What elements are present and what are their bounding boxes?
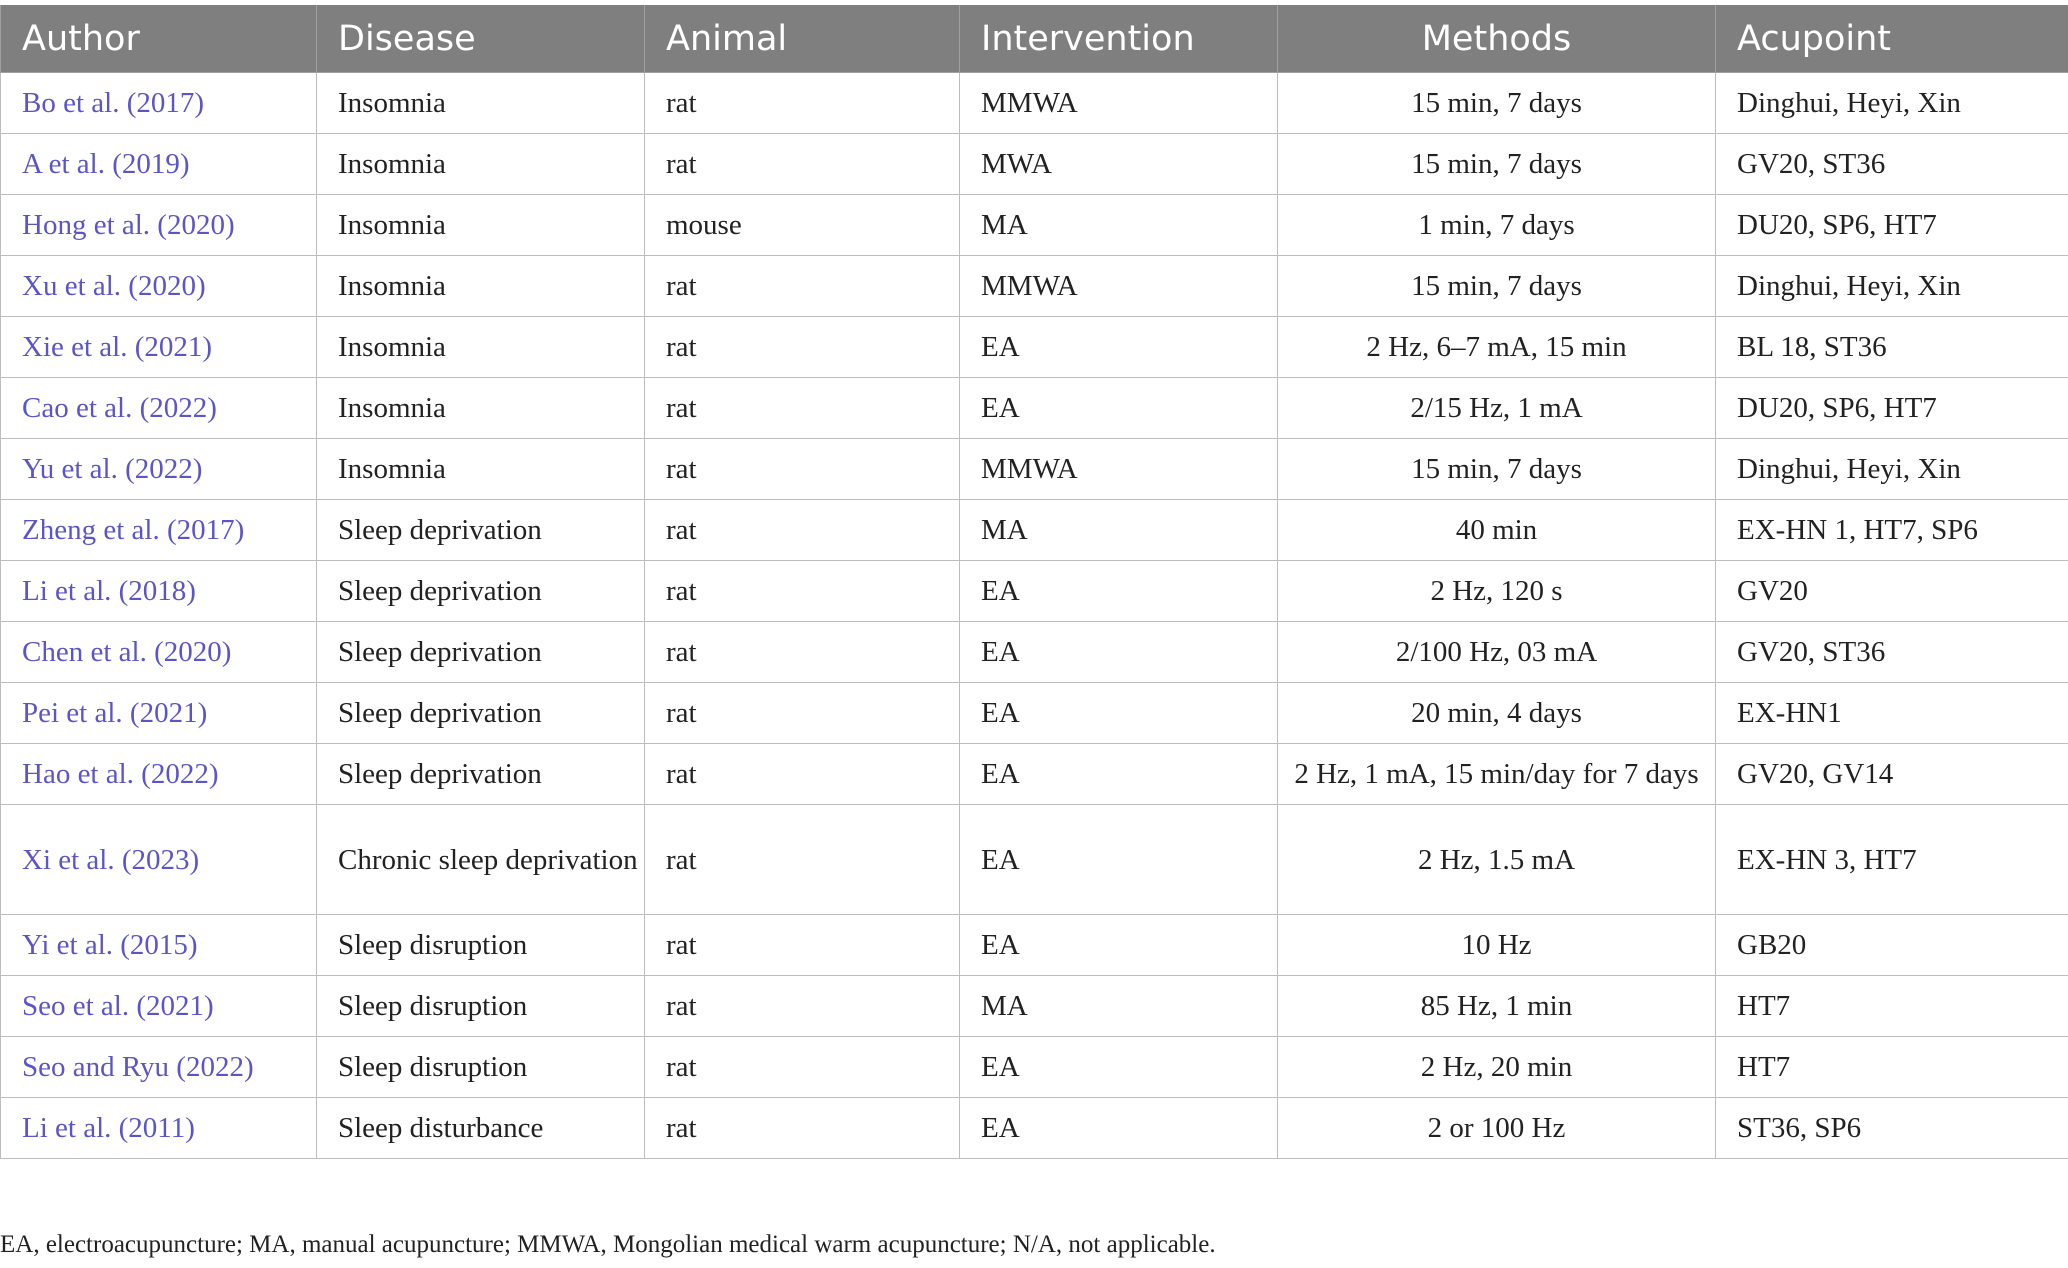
cell-author[interactable]: Li et al. (2011) <box>1 1098 317 1159</box>
cell-acupoint: Dinghui, Heyi, Xin <box>1716 256 2068 317</box>
cell-methods: 15 min, 7 days <box>1278 256 1716 317</box>
cell-author[interactable]: Pei et al. (2021) <box>1 683 317 744</box>
column-header-animal: Animal <box>645 5 960 73</box>
table-row <box>1 256 2068 317</box>
cell-disease: Sleep disruption <box>317 1037 645 1098</box>
column-header-intervention: Intervention <box>960 5 1278 73</box>
table-row <box>1 195 2068 256</box>
cell-disease: Insomnia <box>317 256 645 317</box>
cell-animal: rat <box>645 134 960 195</box>
cell-animal: rat <box>645 805 960 915</box>
cell-animal: rat <box>645 683 960 744</box>
cell-author[interactable]: Xu et al. (2020) <box>1 256 317 317</box>
cell-methods: 40 min <box>1278 500 1716 561</box>
cell-intervention: EA <box>960 744 1278 805</box>
cell-methods: 2/100 Hz, 03 mA <box>1278 622 1716 683</box>
cell-methods: 15 min, 7 days <box>1278 73 1716 134</box>
cell-acupoint: Dinghui, Heyi, Xin <box>1716 439 2068 500</box>
table-row <box>1 976 2068 1037</box>
cell-animal: rat <box>645 73 960 134</box>
cell-animal: rat <box>645 378 960 439</box>
table-row <box>1 805 2068 915</box>
table-footnote: EA, electroacupuncture; MA, manual acupuncture; MMWA, Mongolian medical warm acupuncture; N/A, not applicable. <box>0 1231 1216 1258</box>
cell-author[interactable]: A et al. (2019) <box>1 134 317 195</box>
cell-disease: Insomnia <box>317 317 645 378</box>
cell-intervention: EA <box>960 683 1278 744</box>
cell-author[interactable]: Li et al. (2018) <box>1 561 317 622</box>
cell-disease: Sleep deprivation <box>317 500 645 561</box>
cell-author[interactable]: Yu et al. (2022) <box>1 439 317 500</box>
cell-methods: 1 min, 7 days <box>1278 195 1716 256</box>
table-row <box>1 744 2068 805</box>
cell-intervention: EA <box>960 1037 1278 1098</box>
table-row <box>1 915 2068 976</box>
cell-intervention: MWA <box>960 134 1278 195</box>
cell-disease: Sleep disturbance <box>317 1098 645 1159</box>
cell-author[interactable]: Seo and Ryu (2022) <box>1 1037 317 1098</box>
cell-intervention: EA <box>960 622 1278 683</box>
table-row <box>1 73 2068 134</box>
cell-acupoint: EX-HN1 <box>1716 683 2068 744</box>
header-row <box>1 5 2068 73</box>
cell-acupoint: EX-HN 1, HT7, SP6 <box>1716 500 2068 561</box>
cell-intervention: EA <box>960 1098 1278 1159</box>
cell-disease: Sleep deprivation <box>317 622 645 683</box>
cell-methods: 85 Hz, 1 min <box>1278 976 1716 1037</box>
cell-acupoint: GB20 <box>1716 915 2068 976</box>
cell-author[interactable]: Zheng et al. (2017) <box>1 500 317 561</box>
cell-methods: 20 min, 4 days <box>1278 683 1716 744</box>
cell-intervention: EA <box>960 378 1278 439</box>
cell-animal: rat <box>645 256 960 317</box>
cell-author[interactable]: Hong et al. (2020) <box>1 195 317 256</box>
cell-disease: Sleep deprivation <box>317 744 645 805</box>
table-row <box>1 317 2068 378</box>
cell-methods: 2 Hz, 6–7 mA, 15 min <box>1278 317 1716 378</box>
cell-animal: rat <box>645 915 960 976</box>
table-row <box>1 622 2068 683</box>
cell-intervention: EA <box>960 561 1278 622</box>
table-row <box>1 500 2068 561</box>
table-row <box>1 439 2068 500</box>
table-row <box>1 1037 2068 1098</box>
cell-disease: Insomnia <box>317 378 645 439</box>
cell-disease: Sleep disruption <box>317 976 645 1037</box>
cell-acupoint: GV20, GV14 <box>1716 744 2068 805</box>
cell-disease: Insomnia <box>317 195 645 256</box>
cell-author[interactable]: Chen et al. (2020) <box>1 622 317 683</box>
column-header-methods: Methods <box>1278 5 1716 73</box>
table-row <box>1 561 2068 622</box>
cell-author[interactable]: Xi et al. (2023) <box>1 805 317 915</box>
cell-animal: rat <box>645 1098 960 1159</box>
cell-acupoint: DU20, SP6, HT7 <box>1716 195 2068 256</box>
cell-disease: Insomnia <box>317 134 645 195</box>
cell-animal: rat <box>645 744 960 805</box>
cell-disease: Insomnia <box>317 439 645 500</box>
cell-author[interactable]: Seo et al. (2021) <box>1 976 317 1037</box>
table-body <box>1 73 2068 1159</box>
cell-animal: rat <box>645 622 960 683</box>
cell-intervention: MMWA <box>960 439 1278 500</box>
cell-acupoint: ST36, SP6 <box>1716 1098 2068 1159</box>
table-row <box>1 378 2068 439</box>
table-row <box>1 1098 2068 1159</box>
cell-animal: rat <box>645 317 960 378</box>
cell-acupoint: GV20 <box>1716 561 2068 622</box>
cell-acupoint: GV20, ST36 <box>1716 134 2068 195</box>
cell-animal: rat <box>645 976 960 1037</box>
cell-intervention: MMWA <box>960 73 1278 134</box>
cell-acupoint: BL 18, ST36 <box>1716 317 2068 378</box>
cell-methods: 10 Hz <box>1278 915 1716 976</box>
cell-methods: 2 Hz, 1.5 mA <box>1278 805 1716 915</box>
cell-intervention: EA <box>960 805 1278 915</box>
cell-intervention: MA <box>960 195 1278 256</box>
cell-disease: Insomnia <box>317 73 645 134</box>
cell-methods: 2 Hz, 20 min <box>1278 1037 1716 1098</box>
cell-disease: Sleep deprivation <box>317 561 645 622</box>
column-header-disease: Disease <box>317 5 645 73</box>
cell-methods: 2 Hz, 1 mA, 15 min/day for 7 days <box>1278 744 1716 805</box>
cell-author[interactable]: Xie et al. (2021) <box>1 317 317 378</box>
cell-animal: rat <box>645 500 960 561</box>
cell-author[interactable]: Bo et al. (2017) <box>1 73 317 134</box>
cell-methods: 15 min, 7 days <box>1278 134 1716 195</box>
cell-methods: 2 Hz, 120 s <box>1278 561 1716 622</box>
cell-author[interactable]: Cao et al. (2022) <box>1 378 317 439</box>
cell-disease: Chronic sleep deprivation <box>317 805 645 915</box>
cell-methods: 2/15 Hz, 1 mA <box>1278 378 1716 439</box>
cell-methods: 2 or 100 Hz <box>1278 1098 1716 1159</box>
cell-intervention: EA <box>960 915 1278 976</box>
study-table <box>0 5 2068 1159</box>
cell-disease: Sleep deprivation <box>317 683 645 744</box>
table-row <box>1 134 2068 195</box>
table-row <box>1 683 2068 744</box>
cell-animal: rat <box>645 439 960 500</box>
cell-intervention: EA <box>960 317 1278 378</box>
cell-acupoint: Dinghui, Heyi, Xin <box>1716 73 2068 134</box>
cell-acupoint: DU20, SP6, HT7 <box>1716 378 2068 439</box>
cell-animal: rat <box>645 561 960 622</box>
cell-acupoint: EX-HN 3, HT7 <box>1716 805 2068 915</box>
cell-acupoint: HT7 <box>1716 976 2068 1037</box>
cell-author[interactable]: Yi et al. (2015) <box>1 915 317 976</box>
cell-author[interactable]: Hao et al. (2022) <box>1 744 317 805</box>
column-header-author: Author <box>1 5 317 73</box>
cell-intervention: MA <box>960 500 1278 561</box>
cell-disease: Sleep disruption <box>317 915 645 976</box>
cell-animal: mouse <box>645 195 960 256</box>
cell-animal: rat <box>645 1037 960 1098</box>
cell-acupoint: GV20, ST36 <box>1716 622 2068 683</box>
cell-methods: 15 min, 7 days <box>1278 439 1716 500</box>
table-header <box>1 5 2068 73</box>
cell-intervention: MMWA <box>960 256 1278 317</box>
cell-intervention: MA <box>960 976 1278 1037</box>
cell-acupoint: HT7 <box>1716 1037 2068 1098</box>
column-header-acupoint: Acupoint <box>1716 5 2068 73</box>
